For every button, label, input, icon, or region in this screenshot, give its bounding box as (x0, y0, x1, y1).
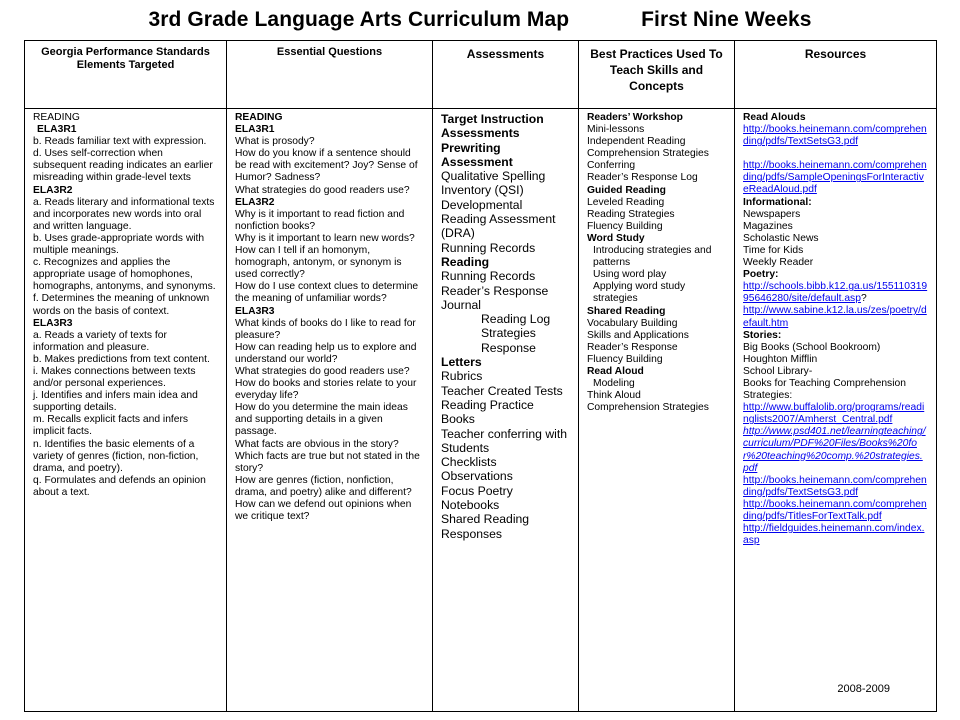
header-best-practices: Best Practices Used To Teach Skills and Concepts (579, 41, 735, 109)
resource-link[interactable]: http://www.psd401.net/learningteaching/curriculum/PDF%20Files/Books%20for%20teaching%20comp.%20strategies.pdf (743, 426, 926, 474)
question-line: What kinds of books do I like to read for pleasure? (235, 317, 416, 341)
resource-heading: Informational: (743, 196, 812, 208)
standard-line: m. Recalls explicit facts and infers implicit facts. (33, 414, 189, 438)
resource-link-row (743, 305, 928, 329)
content-row (25, 109, 937, 712)
header-essential-questions: Essential Questions (227, 41, 433, 109)
assessment-line: Letters (441, 355, 482, 370)
resources-cell (735, 109, 937, 712)
resource-link-row (743, 426, 928, 474)
practice-line: Fluency Building (587, 220, 663, 232)
resource-heading: Stories: (743, 329, 782, 341)
practice-line: Reading Strategies (587, 208, 675, 220)
question-line: What facts are obvious in the story? (235, 438, 399, 450)
link-suffix: ? (860, 293, 867, 305)
resource-text: Magazines (743, 220, 793, 232)
assessment-line: Response (481, 340, 536, 355)
resource-text: Newspapers (743, 208, 801, 220)
page-title (0, 8, 960, 32)
standard-line: ELA3R2 (33, 184, 73, 196)
assessment-line: Reading (441, 254, 490, 269)
standard-line: i. Makes connections between texts and/or personal experiences. (33, 365, 196, 390)
assessment-line: Qualitative Spelling Inventory (QSI) (441, 169, 546, 198)
standard-line: ELA3R1 (37, 124, 77, 136)
question-line: ELA3R3 (235, 305, 275, 317)
question-line: How are genres (fiction, nonfiction, drama, and poetry) alike and different? (235, 474, 412, 498)
practice-line: Read Aloud (587, 365, 644, 377)
practice-line: Guided Reading (587, 184, 666, 196)
standard-line: f. Determines the meaning of unknown words on the basis of context. (33, 293, 210, 317)
assessment-line: Target Instruction Assessments (441, 112, 544, 141)
standard-line: b. Reads familiar text with expression. (33, 136, 207, 148)
resource-link[interactable]: http://fieldguides.heinemann.com/index.asp (743, 523, 925, 547)
resource-link-row (743, 281, 928, 305)
question-line: How do you know if a sentence should be read with excitement? Joy? Sense of Humor? Sadness? (235, 148, 418, 184)
practice-line: Applying word study strategies (593, 281, 686, 305)
resource-link[interactable]: http://books.heinemann.com/comprehending/pdfs/TextSetsG3.pdf (743, 124, 927, 148)
practice-line: Using word play (593, 269, 667, 281)
question-line: ELA3R1 (235, 124, 275, 136)
practice-line: Introducing strategies and patterns (593, 245, 712, 269)
practice-line: Reader’s Response (587, 341, 678, 353)
practice-line: Vocabulary Building (587, 317, 678, 329)
standard-line: b. Uses grade-appropriate words with multiple meanings. (33, 232, 205, 257)
resource-link[interactable]: http://www.buffalolib.org/programs/readinglists2007/Amherst_Central.pdf (743, 402, 925, 426)
practice-line: Fluency Building (587, 353, 663, 365)
standard-line: c. Recognizes and applies the appropriate usage of homophones, homographs, antonyms, and synonyms. (33, 257, 216, 293)
practice-line: Word Study (587, 232, 645, 244)
questions-cell (227, 109, 433, 712)
standard-line: a. Reads literary and informational texts and incorporates new words into oral (33, 196, 215, 220)
header-assessments: Assessments (433, 41, 579, 109)
assessment-line: Checklists (441, 455, 497, 470)
assessment-line: Focus Poetry Notebooks (441, 483, 513, 513)
resource-heading: Read Alouds (743, 112, 806, 123)
practice-line: Comprehension Strategies (587, 148, 709, 160)
question-line: How do I use context clues to determine the meaning of unfamiliar words? (235, 281, 419, 305)
practices-cell (579, 109, 735, 712)
practice-line: Skills and Applications (587, 329, 689, 341)
assessment-line: Rubrics (441, 369, 483, 384)
practice-line: Leveled Reading (587, 196, 665, 208)
practice-line: Modeling (593, 378, 635, 390)
spacer (743, 148, 928, 160)
standard-line: d. Uses self-correction when subsequent reading indicates an earlier misreading within grade-level texts (33, 148, 213, 184)
practice-line: Comprehension Strategies (587, 402, 709, 414)
question-line: What strategies do good readers use? (235, 184, 410, 196)
resource-text: School Library- (743, 365, 813, 377)
question-line: Which facts are true but not stated in the story? (235, 450, 420, 474)
practice-line: Independent Reading (587, 136, 686, 148)
resource-link-row (743, 160, 928, 196)
practice-line: Reader’s Response Log (587, 172, 698, 184)
practice-line: Conferring (587, 160, 636, 172)
resource-link-row (743, 499, 928, 523)
resource-text: Books for Teaching Comprehension Strategies: (743, 377, 906, 402)
header-standards: Georgia Performance Standards Elements Targeted (25, 41, 227, 109)
practice-line: Mini-lessons (587, 124, 645, 136)
assessment-line: Running Records (441, 269, 536, 284)
practice-line: Shared Reading (587, 305, 666, 317)
resource-link[interactable]: http://www.sabine.k12.la.us/zes/poetry/default.htm (743, 305, 927, 329)
standard-line: j. Identifies and infers main idea and supporting details. (33, 390, 198, 414)
resource-text: Scholastic News (743, 232, 819, 244)
curriculum-table (24, 40, 937, 712)
standard-line: READING (33, 112, 80, 123)
assessment-line: Teacher Created Tests (441, 383, 563, 398)
question-line: How can reading help us to explore and understand our world? (235, 341, 417, 365)
standard-line: and written language. (33, 220, 132, 232)
header-resources: Resources (735, 41, 937, 109)
assessment-line: Teacher conferring with Students (441, 426, 567, 455)
resource-text: Weekly Reader (743, 257, 814, 269)
title-main: 3rd Grade Language Arts Curriculum Map (148, 8, 570, 31)
question-line: What is prosody? (235, 136, 315, 148)
question-line: READING (235, 112, 283, 123)
question-line: What strategies do good readers use? (235, 365, 410, 377)
header-row (25, 41, 937, 109)
resource-text: Houghton Mifflin (743, 353, 818, 365)
standard-line: a. Reads a variety of texts for information and pleasure. (33, 329, 167, 353)
assessment-line: Observations (441, 469, 513, 484)
question-line: How can I tell if an homonym, homograph, antonym, or synonym is used correctly? (235, 245, 402, 281)
question-line: How do you determine the main ideas and supporting details in a given passage. (235, 402, 408, 438)
standard-line: drama, and poetry). (33, 462, 123, 474)
question-line: Why is it important to read fiction and nonfiction books? (235, 208, 405, 232)
question-line: How can we defend out opinions when we critique text? (235, 499, 412, 523)
resource-link-row (743, 402, 928, 426)
resource-link[interactable]: http://books.heinemann.com/comprehending/pdfs/TitlesForTextTalk.pdf (743, 498, 927, 522)
assessment-line: Shared Reading Responses (441, 512, 530, 541)
resource-text: Time for Kids (743, 244, 804, 256)
practice-line: Think Aloud (587, 390, 641, 402)
resource-link-row (743, 523, 928, 547)
standard-line: b. Makes predictions from text content. (33, 353, 210, 365)
assessment-line: Reading Log (481, 312, 551, 327)
resource-link[interactable]: http://schools.bibb.k12.ga.us/15511031995646280/site/default.asp (743, 281, 928, 305)
question-line: Why is it important to learn new words? (235, 232, 415, 244)
resource-link-row (743, 475, 928, 499)
resource-link[interactable]: http://books.heinemann.com/comprehending/pdfs/SampleOpeningsForInteractiveReadAloud.pdf (743, 160, 927, 196)
assessment-line: Reader’s Response Journal (441, 283, 549, 312)
assessment-line: Reading Practice Books (441, 397, 534, 427)
practice-line: Readers’ Workshop (587, 112, 683, 123)
standard-line: ELA3R3 (33, 317, 73, 329)
resource-heading: Poetry: (743, 269, 779, 281)
assessment-line: Running Records (441, 240, 536, 255)
standard-line: q. Formulates and defends an opinion about a text. (33, 474, 206, 498)
standards-cell (25, 109, 227, 712)
question-line: How do books and stories relate to your everyday life? (235, 378, 417, 402)
assessment-line: Prewriting Assessment (441, 140, 513, 169)
standard-line: n. Identifies the basic elements of a variety of genres (fiction, non-fiction, (33, 438, 199, 462)
resource-text: Big Books (School Bookroom) (743, 341, 881, 353)
resource-link[interactable]: http://books.heinemann.com/comprehending/pdfs/TextSetsG3.pdf (743, 474, 927, 498)
assessments-cell (433, 109, 579, 712)
question-line: ELA3R2 (235, 196, 275, 208)
assessment-line: Developmental Reading Assessment (DRA) (441, 197, 556, 241)
resource-link-row (743, 124, 928, 148)
title-period: First Nine Weeks (641, 8, 812, 31)
assessment-line: Strategies (481, 326, 536, 341)
school-year: 2008-2009 (837, 682, 890, 695)
